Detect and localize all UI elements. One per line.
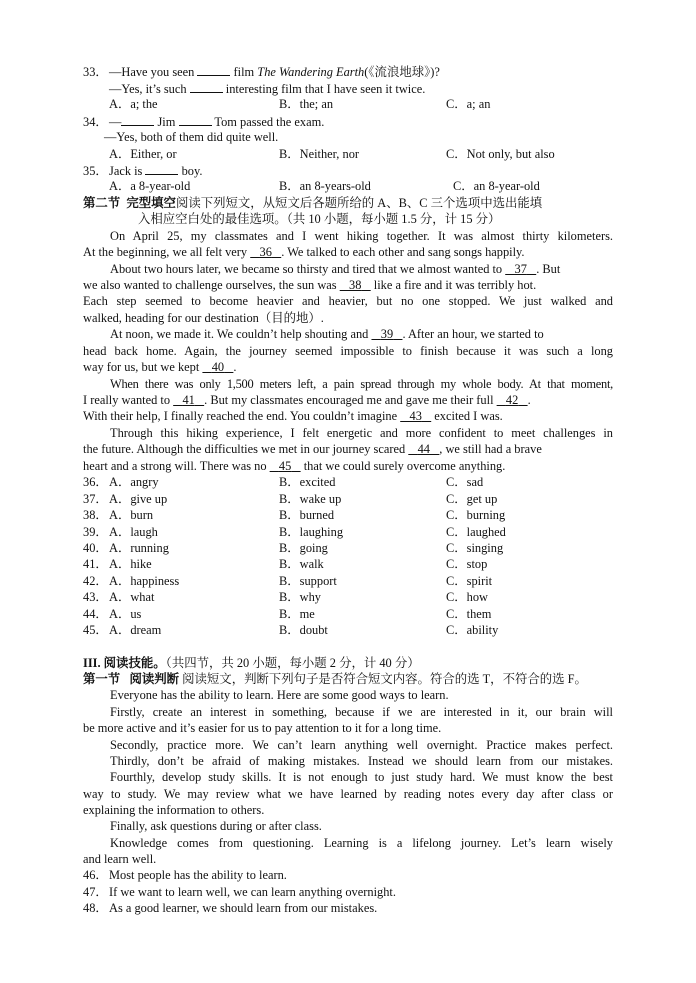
answer-blank (179, 113, 212, 126)
cloze-line: At the beginning, we all felt very 36 . We talked to each other and sang songs happily. (83, 245, 525, 259)
section-label: 第一节 (83, 672, 121, 686)
option-b: B．going (279, 541, 328, 555)
judge-question: 47．If we want to learn well, we can learn anything overnight. (83, 885, 396, 899)
option-b: B．wake up (279, 492, 342, 506)
option-a: A．laugh (109, 525, 158, 539)
reading-line: Secondly, practice more. We can’t learn anything well overnight. Practice makes perfect. (110, 738, 613, 752)
blank-39: 39 (380, 327, 394, 341)
section-instructions: 阅读短文，判断下列句子是否符合短文内容。符合的选 T，不符合的选 F。 (182, 672, 587, 686)
reading-line: Thirdly, don’t be afraid of making mistakes. Instead we should learn from our mistakes. (110, 754, 613, 768)
question-34-line-1: 34．— Jim Tom passed the exam. (83, 115, 325, 129)
cloze-line: With their help, I finally reached the end. You couldn’t imagine 43 excited I was. (83, 409, 503, 423)
question-number: 33． (83, 65, 108, 79)
section-title: 完型填空 (126, 196, 176, 210)
section-instructions: 阅读下列短文，从短文后各题所给的 A、B、C 三个选项中选出能填 (175, 196, 543, 210)
cloze-line: I really wanted to 41 . But my classmates encouraged me and gave me their full 42 . (83, 393, 531, 407)
option-a: A．dream (109, 623, 162, 637)
option-b: B．me (279, 607, 315, 621)
option-a: A．give up (109, 492, 168, 506)
option-a: A．happiness (109, 574, 180, 588)
reading-line: way to study. We may review what we have learned by reading notes every day after class or (83, 787, 613, 801)
option-row: 36． A．angry B．excited C．sad (83, 475, 484, 489)
option-b: B．laughing (279, 525, 344, 539)
answer-blank (145, 162, 178, 175)
reading-line: Fourthly, develop study skills. It is not enough to just study hard. We must know the best (110, 770, 613, 784)
answer-blank (121, 113, 154, 126)
option-row: 45． A．dream B．doubt C．ability (83, 623, 499, 637)
blank-36: 36 (259, 245, 272, 259)
option-b: B．support (279, 574, 337, 588)
option-row: 42． A．happiness B．support C．spirit (83, 574, 493, 588)
question-number: 34． (83, 115, 108, 129)
judge-question: 48．As a good learner, we should learn from our mistakes. (83, 901, 378, 915)
question-33-line-1: 33．—Have you seen film The Wandering Earth(《流浪地球》)? (83, 65, 440, 79)
reading-line: explaining the information to others. (83, 803, 265, 817)
option-row: 40． A．running B．going C．singing (83, 541, 504, 555)
option-a: A．a; the (109, 97, 158, 111)
option-c: C．an 8-year-old (453, 179, 540, 193)
option-b: B．the; an (279, 97, 334, 111)
answer-blank (190, 80, 223, 93)
option-row: 44． A．us B．me C．them (83, 607, 492, 621)
cloze-line: On April 25, my classmates and I went hiking together. It was almost thirty kilometers. (110, 229, 613, 243)
option-c: C．burning (446, 508, 506, 522)
option-c: C．a; an (446, 97, 491, 111)
cloze-line: walked, heading for our destination（目的地）. (83, 311, 324, 325)
reading-line: be more active and it’s easier for us to pay attention to it for a long time. (83, 721, 442, 735)
option-c: C．them (446, 607, 492, 621)
film-title: The Wandering Earth (257, 65, 365, 79)
option-a: A．hike (109, 557, 152, 571)
option-c: C．ability (446, 623, 499, 637)
part-3-heading: III. 阅读技能。（共四节，共 20 小题，每小题 2 分，计 40 分） (83, 656, 420, 670)
blank-43: 43 (409, 409, 422, 423)
option-row: 38． A．burn B．burned C．burning (83, 508, 506, 522)
cloze-line: About two hours later, we became so thirsty and tired that we almost wanted to 37 . But (110, 262, 561, 276)
option-c: C．how (446, 590, 488, 604)
option-row: 39． A．laugh B．laughing C．laughed (83, 525, 506, 539)
cloze-line: we also wanted to challenge ourselves, the sun was 38 like a fire and it was terribly hot. (83, 278, 537, 292)
option-a: A．angry (109, 475, 159, 489)
reading-line: Knowledge comes from questioning. Learning is a lifelong journey. Let’s learn wisely (110, 836, 613, 850)
section-title: 阅读判断 (129, 672, 180, 686)
section-2-heading (83, 195, 613, 211)
option-c: C．stop (446, 557, 488, 571)
cloze-line: head back home. Again, the journey seemed impossible to finish because it was such a long (83, 344, 613, 358)
question-number: 46． (83, 868, 108, 882)
option-c: C．laughed (446, 525, 506, 539)
option-row: 37． A．give up B．wake up C．get up (83, 492, 498, 506)
option-b: B．Neither, nor (279, 147, 360, 161)
cloze-line: When there was only 1,500 meters left, a pain spread through my whole body. At that moment, (110, 377, 613, 391)
blank-38: 38 (349, 278, 362, 292)
blank-45: 45 (278, 459, 292, 473)
option-b: B．an 8-years-old (279, 179, 371, 193)
blank-37: 37 (514, 262, 527, 276)
option-a: A．us (109, 607, 142, 621)
cloze-line: way for us, but we kept 40 . (83, 360, 237, 374)
reading-section-heading (83, 671, 613, 687)
section-label: 第二节 (83, 196, 121, 210)
option-b: B．walk (279, 557, 324, 571)
blank-44: 44 (417, 442, 430, 456)
option-c: C．get up (446, 492, 498, 506)
cloze-line: At noon, we made it. We couldn’t help shouting and 39 . After an hour, we started to (110, 327, 544, 341)
option-b: B．why (279, 590, 321, 604)
option-row: 41． A．hike B．walk C．stop (83, 557, 488, 571)
question-number: 48． (83, 901, 108, 915)
option-b: B．doubt (279, 623, 328, 637)
answer-blank (197, 63, 230, 76)
judge-question: 46．Most people has the ability to learn. (83, 868, 287, 882)
reading-line: and learn well. (83, 852, 157, 866)
option-c: C．Not only, but also (446, 147, 555, 161)
blank-42: 42 (505, 393, 519, 407)
option-c: C．sad (446, 475, 484, 489)
blank-40: 40 (211, 360, 225, 374)
cloze-line: Each step seemed to become heavier and heavier, but no one stopped. We just walked and (83, 294, 613, 308)
cloze-line: heart and a strong will. There was no 45 that we could surely overcome anything. (83, 459, 506, 473)
question-33-line-2: —Yes, it’s such interesting film that I have seen it twice. (109, 82, 426, 96)
question-number: 35． (83, 164, 108, 178)
question-34-line-2: —Yes, both of them did quite well. (104, 130, 279, 144)
section-2-instructions-2: 入相应空白处的最佳选项。（共 10 小题，每小题 1.5 分，计 15 分） (138, 212, 501, 226)
question-35-line-1: 35．Jack is boy. (83, 164, 203, 178)
option-a: A．Either, or (109, 147, 177, 161)
blank-41: 41 (182, 393, 195, 407)
option-b: B．burned (279, 508, 335, 522)
option-a: A．burn (109, 508, 154, 522)
cloze-line: the future. Although the difficulties we met in our journey scared 44 , we still had a brave (83, 442, 542, 456)
question-number: 47． (83, 885, 108, 899)
option-a: A．what (109, 590, 155, 604)
reading-line: Firstly, create an interest in something, because if we are interested in it, our brain will (110, 705, 613, 719)
cloze-line: Through this hiking experience, I felt energetic and more confident to meet challenges in (110, 426, 613, 440)
option-c: C．spirit (446, 574, 493, 588)
option-a: A．running (109, 541, 169, 555)
option-b: B．excited (279, 475, 336, 489)
reading-line: Everyone has the ability to learn. Here are some good ways to learn. (110, 688, 449, 702)
reading-line: Finally, ask questions during or after class. (110, 819, 322, 833)
option-c: C．singing (446, 541, 504, 555)
option-a: A．a 8-year-old (109, 179, 191, 193)
option-row: 43． A．what B．why C．how (83, 590, 488, 604)
part-label: III. 阅读技能。 (83, 656, 166, 670)
